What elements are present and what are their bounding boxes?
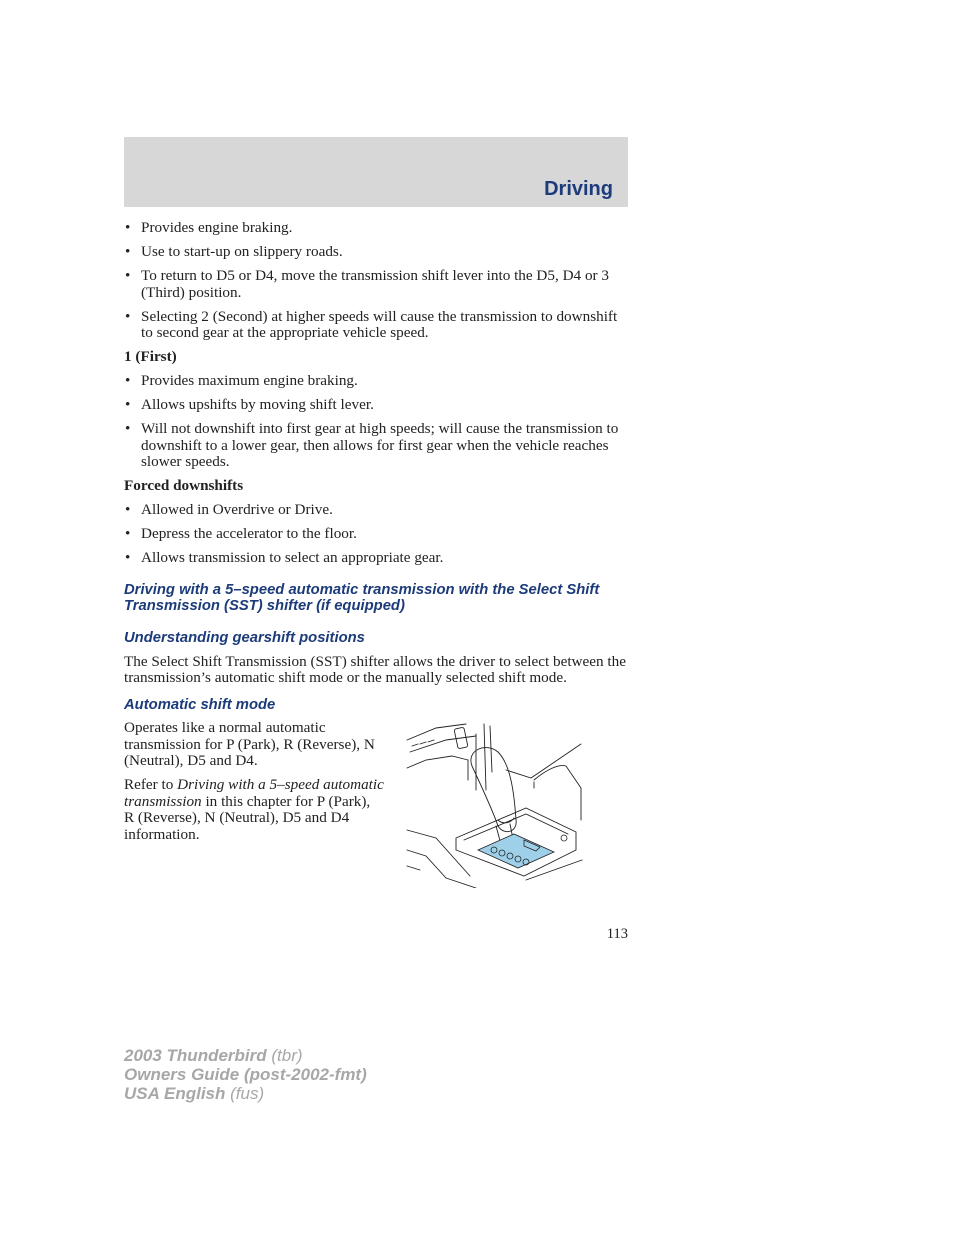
list-item: • Provides engine braking. [124,220,628,237]
first-gear-bullet-list [124,373,628,471]
sst-section-heading: Driving with a 5–speed automatic transmission with the Select Shift Transmission (SST) shifter (if equipped) [124,581,600,614]
refer-prefix: Refer to [124,776,178,793]
list-item: • Use to start-up on slippery roads. [124,244,628,261]
forced-downshifts-heading: Forced downshifts [124,477,244,494]
automatic-mode-text [124,720,384,851]
footer-line-language [124,1084,367,1103]
section-header-bar [124,137,628,207]
sst-paragraph: The Select Shift Transmission (SST) shifter allows the driver to select between the transmission’s automatic shift mode or the manually selected shift mode. [124,652,626,686]
automatic-mode-block [124,720,628,900]
gearshift-positions-heading: Understanding gearshift positions [124,629,365,646]
list-item: • Depress the accelerator to the floor. [124,526,628,543]
intro-bullet-list [124,220,628,342]
document-footer [124,1046,367,1103]
footer-model: 2003 Thunderbird [124,1046,267,1065]
first-gear-heading: 1 (First) [124,348,177,365]
list-item: • Allows transmission to select an appropriate gear. [124,550,628,567]
footer-language-code: (fus) [225,1084,265,1103]
footer-line-model [124,1046,367,1065]
footer-model-code: (tbr) [266,1046,303,1065]
page-content [124,220,628,900]
forced-downshifts-bullet-list [124,502,628,567]
refer-link-text: Driving with a 5–speed automatic transmission [124,776,384,810]
footer-language: USA English [124,1084,226,1103]
list-item: • Allowed in Overdrive or Drive. [124,502,628,519]
automatic-shift-mode-heading: Automatic shift mode [124,696,276,713]
list-item: • Allows upshifts by moving shift lever. [124,397,628,414]
section-title: Driving [544,178,613,200]
refer-suffix: in this chapter for P (Park), R (Reverse), N (Neutral), D5 and D4 information. [124,792,371,843]
gearshift-illustration [406,720,586,888]
footer-guide: Owners Guide (post-2002-fmt) [124,1065,367,1084]
footer-line-guide [124,1065,367,1084]
list-item: • To return to D5 or D4, move the transmission shift lever into the D5, D4 or 3 (Third) position. [124,268,628,301]
list-item: • Provides maximum engine braking. [124,373,628,390]
list-item: • Will not downshift into first gear at high speeds; will cause the transmission to downshift to a lower gear, then allows for first gear when the vehicle reaches slower speeds. [124,421,628,471]
page-number: 113 [606,926,628,942]
refer-paragraph [124,777,384,843]
automatic-mode-paragraph: Operates like a normal automatic transmission for P (Park), R (Reverse), N (Neutral), D5 and D4. [124,719,375,769]
list-item: • Selecting 2 (Second) at higher speeds will cause the transmission to downshift to second gear at the appropriate vehicle speed. [124,309,628,342]
